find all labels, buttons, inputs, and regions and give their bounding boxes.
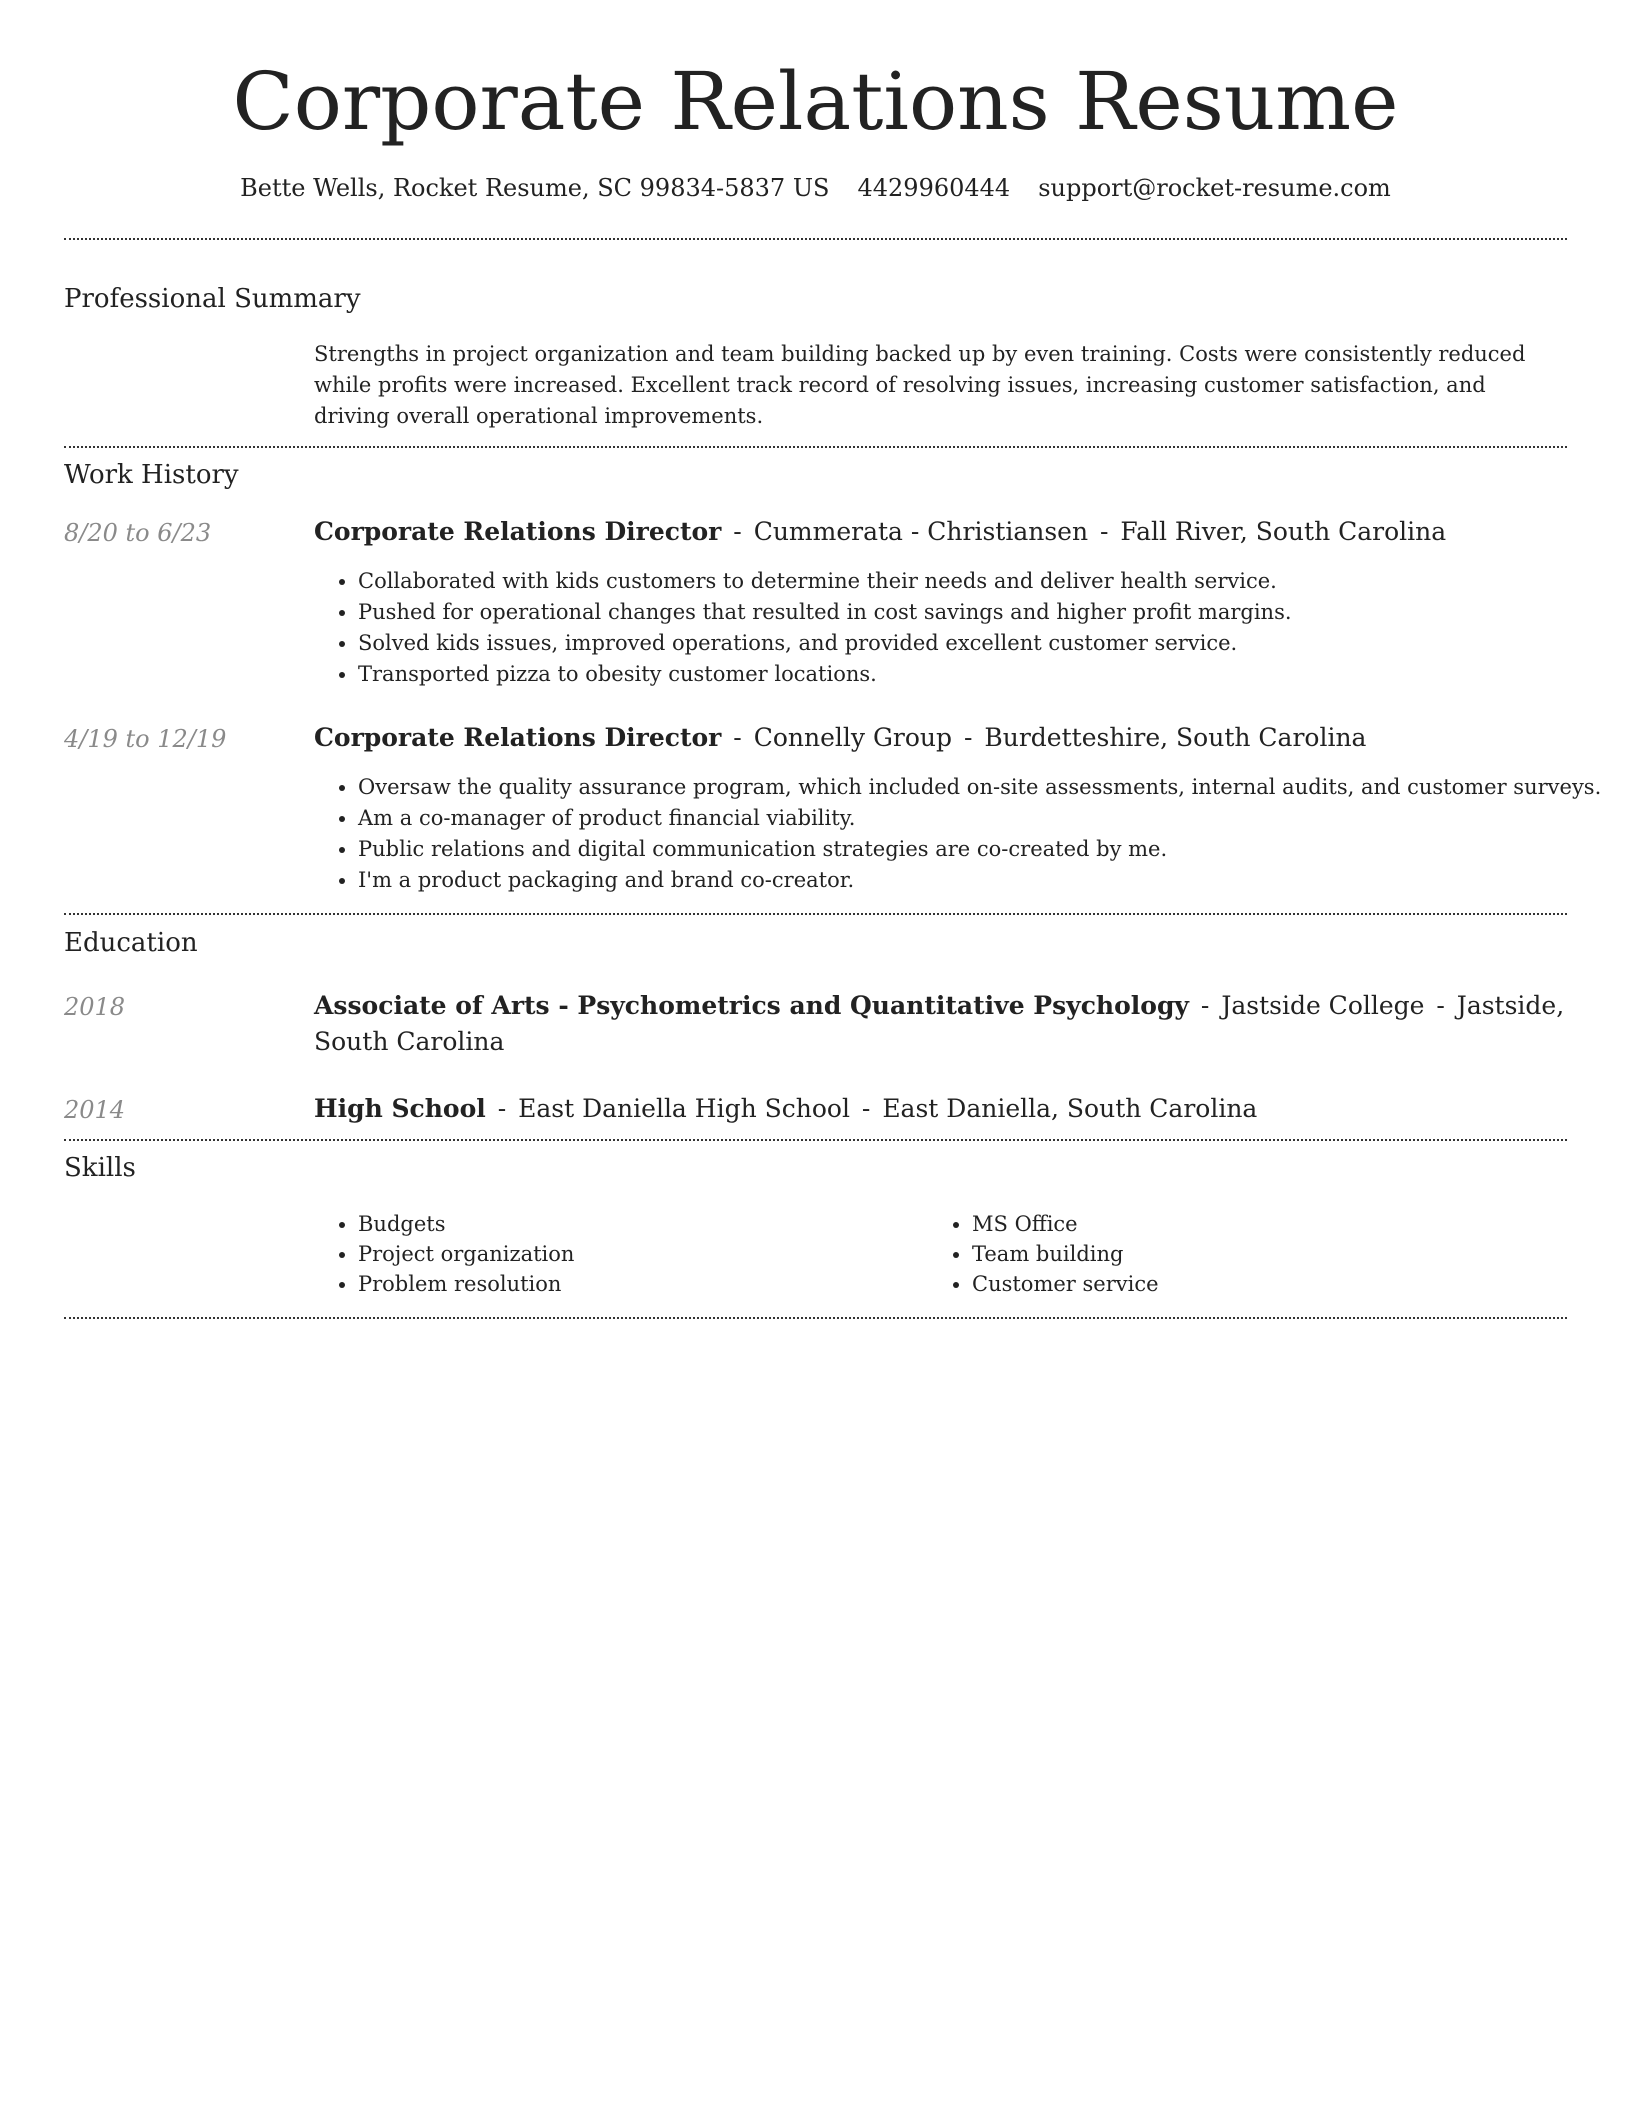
skills-list-left: [314, 1209, 914, 1299]
section-divider: [64, 446, 1567, 448]
section-divider: [64, 1139, 1567, 1141]
education-location: Jastside, South Carolina: [314, 991, 1565, 1056]
job-bullet: • Public relations and digital communication strategies are co-created by me.: [358, 834, 1567, 865]
job-company: Connelly Group: [753, 723, 953, 752]
skill-item: • Customer service: [972, 1269, 1528, 1299]
resume-title: Corporate Relations Resume: [232, 55, 1399, 148]
job-header: Corporate Relations Director - Cummerata - Christiansen - Fall River, South Carolina: [314, 517, 1447, 546]
skill-item: • Problem resolution: [358, 1269, 914, 1299]
job-bullet: • Pushed for operational changes that resulted in cost savings and higher profit margins.: [358, 597, 1567, 628]
job-bullet: • Am a co-manager of product financial viability.: [358, 803, 1567, 834]
section-divider: [64, 238, 1567, 240]
job-bullet: • I'm a product packaging and brand co-creator.: [358, 865, 1567, 896]
education-year: 2014: [64, 1096, 126, 1124]
job-bullets: [314, 772, 1602, 896]
education-year: 2018: [64, 993, 126, 1021]
job-bullet: • Transported pizza to obesity customer locations.: [358, 659, 1567, 690]
education-degree: Associate of Arts - Psychometrics and Quantitative Psychology: [314, 991, 1189, 1020]
job-bullet: • Oversaw the quality assurance program, which included on-site assessments, internal audits, and customer surveys.: [358, 772, 1567, 803]
job-bullet: • Solved kids issues, improved operations, and provided excellent customer service.: [358, 628, 1567, 659]
contact-phone: 4429960444: [857, 174, 1011, 202]
job-title: Corporate Relations Director: [314, 723, 722, 752]
work-history-heading: Work History: [64, 460, 239, 490]
education-degree: High School: [314, 1094, 486, 1123]
education-school: East Daniella High School: [518, 1094, 850, 1123]
education-location: East Daniella, South Carolina: [882, 1094, 1258, 1123]
education-entry: Associate of Arts - Psychometrics and Quantitative Psychology - Jastside College - Jastside, South Carolina: [314, 991, 1565, 1056]
job-company: Cummerata - Christiansen: [753, 517, 1089, 546]
education-school: Jastside College: [1221, 991, 1425, 1020]
section-divider: [64, 1317, 1567, 1319]
contact-address: Bette Wells, Rocket Resume, SC 99834-5837 US: [240, 174, 830, 202]
job-header: Corporate Relations Director - Connelly Group - Burdetteshire, South Carolina: [314, 723, 1367, 752]
summary-heading: Professional Summary: [64, 284, 361, 314]
education-heading: Education: [64, 928, 198, 958]
skill-item: • Project organization: [358, 1239, 914, 1269]
contact-line: [64, 170, 1567, 206]
section-divider: [64, 913, 1567, 915]
skill-item: • Budgets: [358, 1209, 914, 1239]
job-bullet: • Collaborated with kids customers to determine their needs and deliver health service.: [358, 566, 1567, 597]
skill-item: • MS Office: [972, 1209, 1528, 1239]
education-entry: High School - East Daniella High School - East Daniella, South Carolina: [314, 1094, 1258, 1123]
skills-heading: Skills: [64, 1153, 136, 1183]
summary-text: Strengths in project organization and team building backed up by even training. Costs were consistently reduced while profits were increased. Excellent track record of resolving issues, increasing customer satisfaction, and driving overall operational improvements.: [314, 342, 1526, 428]
job-location: Fall River, South Carolina: [1120, 517, 1447, 546]
job-dates: 8/20 to 6/23: [64, 519, 212, 547]
skills-list-right: [928, 1209, 1528, 1299]
job-bullets: [314, 566, 1567, 690]
skill-item: • Team building: [972, 1239, 1528, 1269]
job-dates: 4/19 to 12/19: [64, 725, 227, 753]
job-title: Corporate Relations Director: [314, 517, 722, 546]
contact-email[interactable]: support@rocket-resume.com: [1038, 174, 1391, 202]
job-location: Burdetteshire, South Carolina: [984, 723, 1367, 752]
